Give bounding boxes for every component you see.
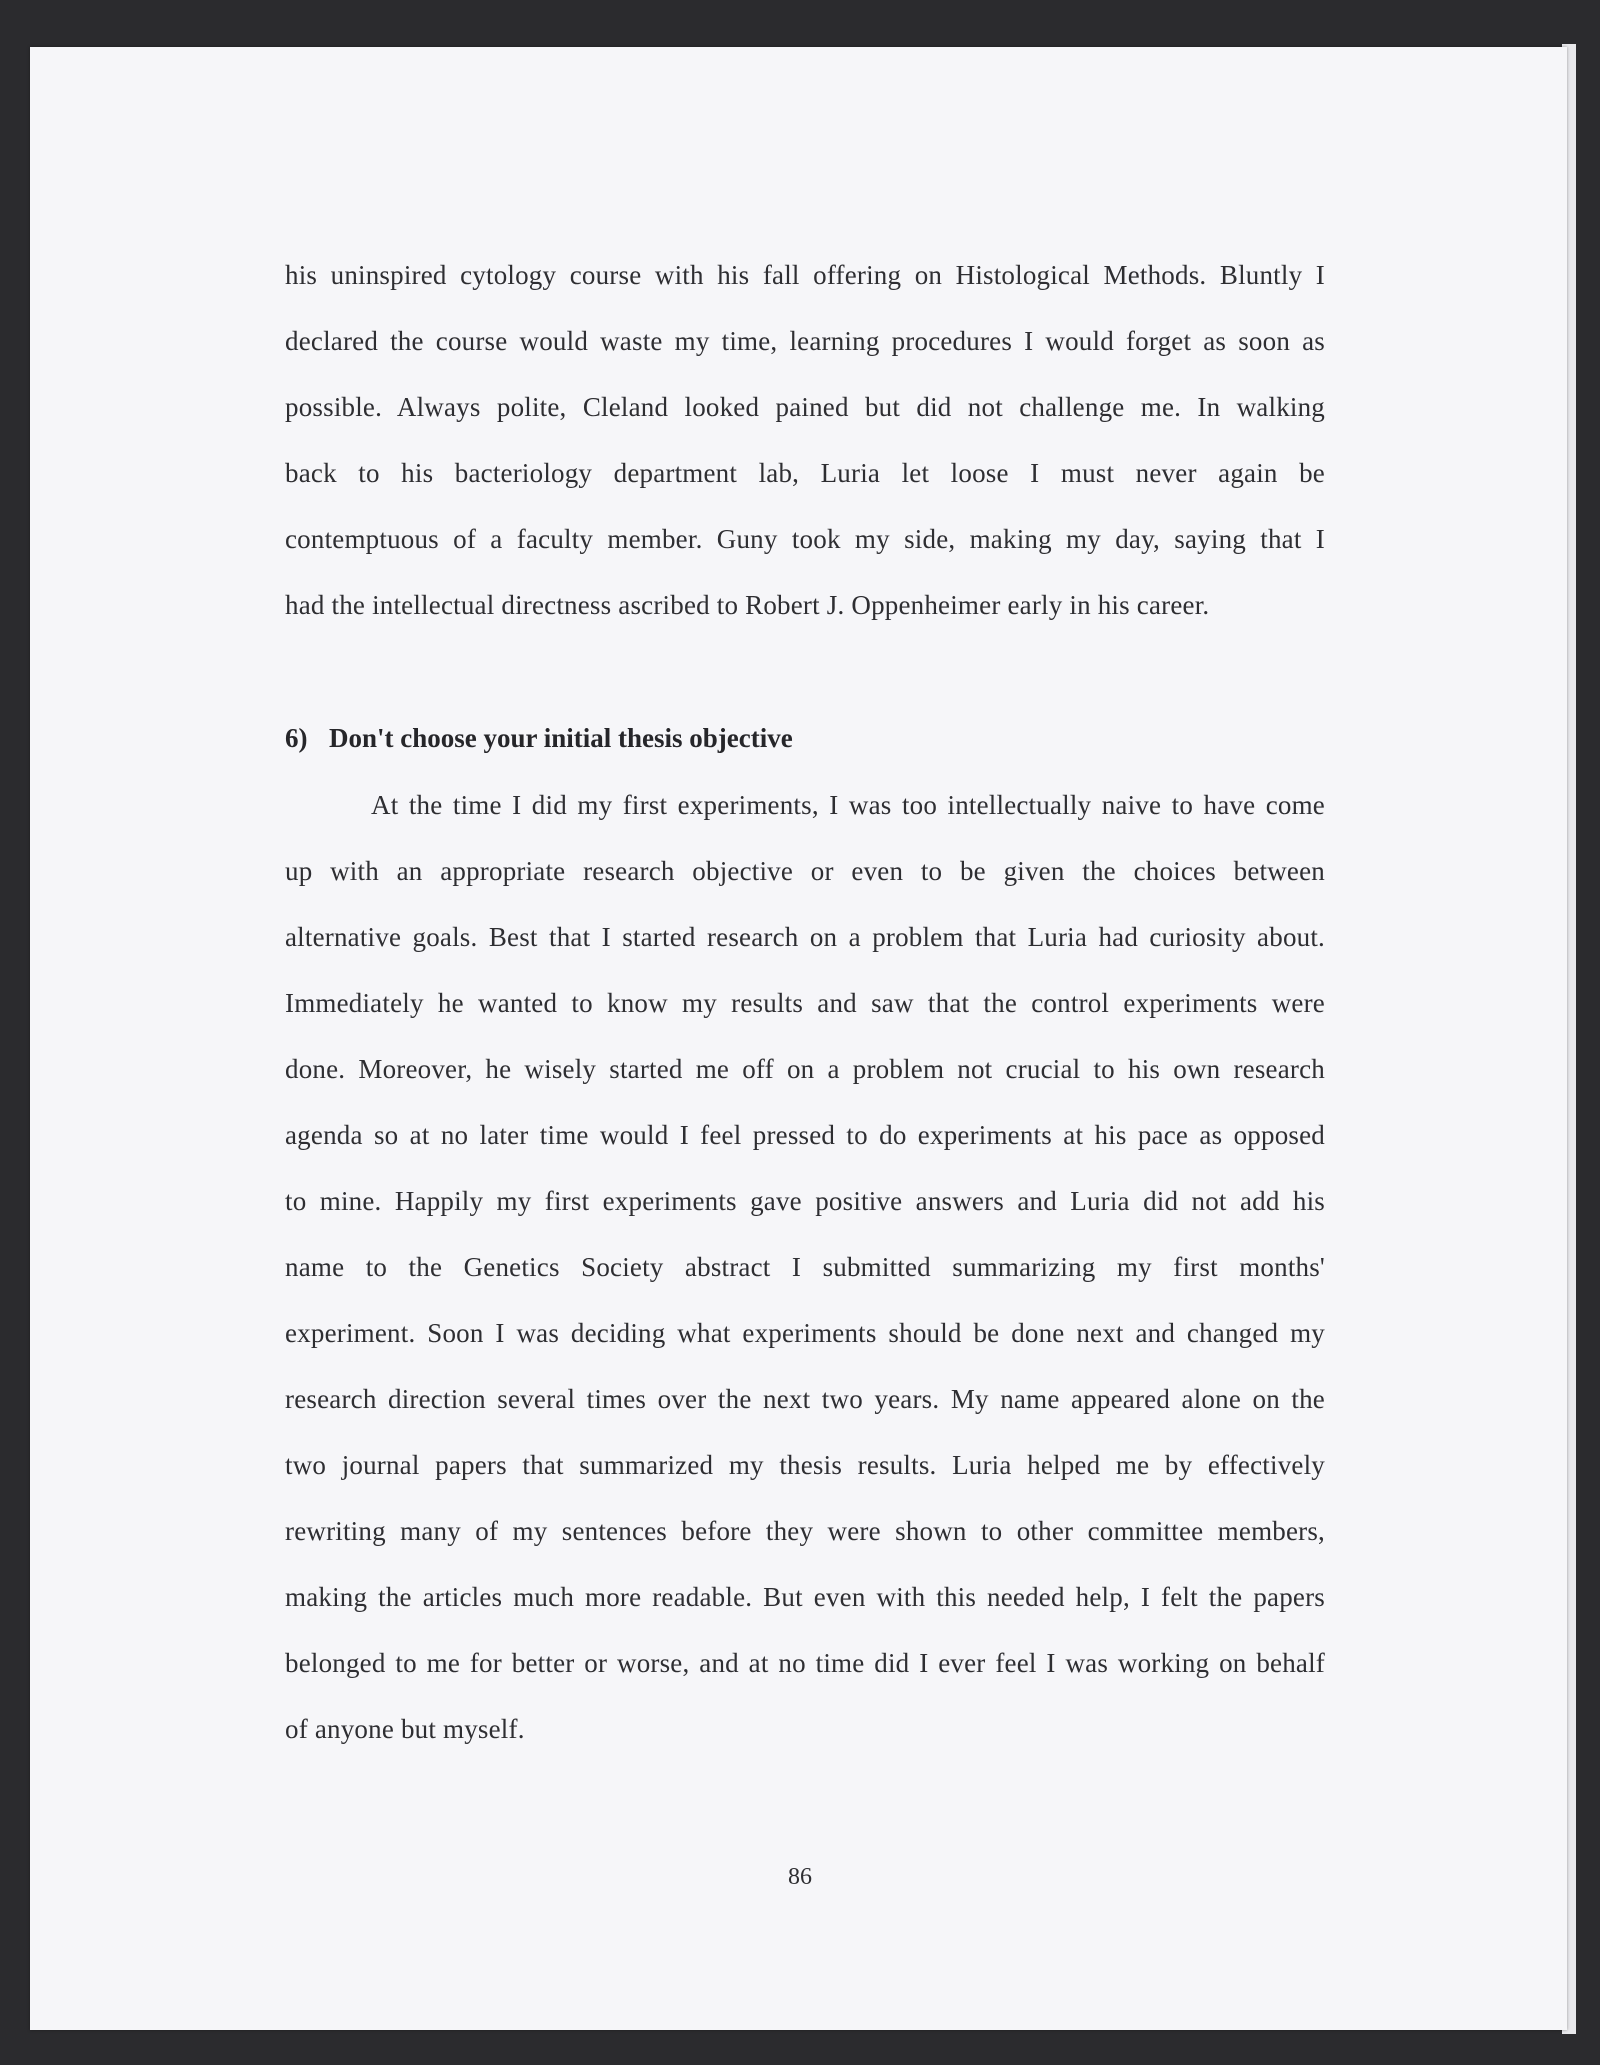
paragraph-line: research direction several times over the next two years. My name appeared alone on the [285, 1384, 1325, 1414]
page-number: 86 [788, 1864, 812, 1890]
paragraph-line: back to his bacteriology department lab, Luria let loose I must never again be [285, 458, 1325, 488]
paragraph-line: of anyone but myself. [285, 1714, 525, 1744]
paragraph-line: alternative goals. Best that I started research on a problem that Luria had curiosity about. [285, 922, 1325, 952]
paragraph-line: making the articles much more readable. But even with this needed help, I felt the papers [285, 1582, 1325, 1612]
paragraph-line: up with an appropriate research objective or even to be given the choices between [285, 856, 1325, 886]
paragraph-line: two journal papers that summarized my thesis results. Luria helped me by effectively [285, 1450, 1325, 1480]
paragraph-line: agenda so at no later time would I feel pressed to do experiments at his pace as opposed [285, 1120, 1325, 1150]
section-heading [285, 718, 793, 758]
paragraph-line: belonged to me for better or worse, and at no time did I ever feel I was working on behalf [285, 1648, 1325, 1678]
paragraph-line: experiment. Soon I was deciding what experiments should be done next and changed my [285, 1318, 1325, 1348]
paragraph-line: to mine. Happily my first experiments gave positive answers and Luria did not add his [285, 1186, 1325, 1216]
paragraph-line: had the intellectual directness ascribed to Robert J. Oppenheimer early in his career. [285, 590, 1210, 620]
paragraph-line: contemptuous of a faculty member. Guny took my side, making my day, saying that I [285, 524, 1325, 554]
section-number: 6) [285, 723, 308, 753]
paragraph-line: possible. Always polite, Cleland looked pained but did not challenge me. In walking [285, 392, 1325, 422]
paragraph-line: At the time I did my first experiments, I was too intellectually naive to have come [371, 790, 1325, 820]
paragraph-line: declared the course would waste my time, learning procedures I would forget as soon as [285, 326, 1325, 356]
paragraph-line: name to the Genetics Society abstract I submitted summarizing my first months' [285, 1252, 1325, 1282]
paragraph-line: Immediately he wanted to know my results and saw that the control experiments were [285, 988, 1325, 1018]
paragraph-line: rewriting many of my sentences before they were shown to other committee members, [285, 1516, 1325, 1546]
section-title: Don't choose your initial thesis objective [329, 723, 793, 753]
paragraph-line: done. Moreover, he wisely started me off on a problem not crucial to his own research [285, 1054, 1325, 1084]
paragraph-line: his uninspired cytology course with his fall offering on Histological Methods. Bluntly I [285, 260, 1325, 290]
